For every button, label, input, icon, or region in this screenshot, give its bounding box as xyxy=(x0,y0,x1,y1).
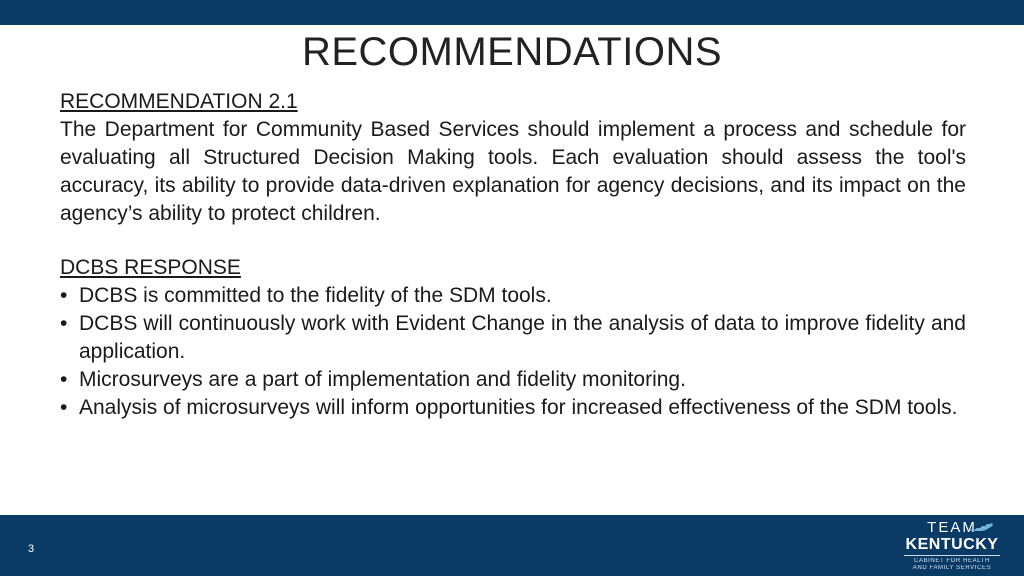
bottom-bar xyxy=(0,515,1024,576)
spacer xyxy=(60,228,966,254)
response-bullet-list xyxy=(60,282,966,422)
kentucky-state-icon xyxy=(968,522,994,532)
logo-team-text: TEAM xyxy=(927,519,977,536)
recommendation-text: The Department for Community Based Services should implement a process and schedule for evaluating all Structured Decision Making tools. Each evaluation should assess the tool's accuracy, its ability to provide data-driven explanation for agency decisions, and its impact on the agency’s ability to protect children. xyxy=(60,118,966,225)
response-bullet: • DCBS is committed to the fidelity of the SDM tools. xyxy=(60,282,966,310)
slide-number: 3 xyxy=(28,543,35,555)
team-kentucky-logo xyxy=(896,520,1008,574)
logo-divider xyxy=(904,555,1000,556)
logo-kentucky-text: KENTUCKY xyxy=(905,536,999,553)
logo-subtitle-line2: AND FAMILY SERVICES xyxy=(912,565,992,571)
response-bullet: • Microsurveys are a part of implementation and fidelity monitoring. xyxy=(60,366,966,394)
top-bar xyxy=(0,0,1024,25)
slide-title: RECOMMENDATIONS xyxy=(301,30,723,74)
response-heading: DCBS RESPONSE xyxy=(60,256,241,279)
slide-content xyxy=(60,88,966,422)
recommendation-heading: RECOMMENDATION 2.1 xyxy=(60,90,298,113)
response-bullet: • DCBS will continuously work with Evident Change in the analysis of data to improve fidelity and application. xyxy=(60,310,966,366)
response-bullet: • Analysis of microsurveys will inform opportunities for increased effectiveness of the SDM tools. xyxy=(60,394,966,422)
logo-subtitle-line1: CABINET FOR HEALTH xyxy=(914,558,990,564)
